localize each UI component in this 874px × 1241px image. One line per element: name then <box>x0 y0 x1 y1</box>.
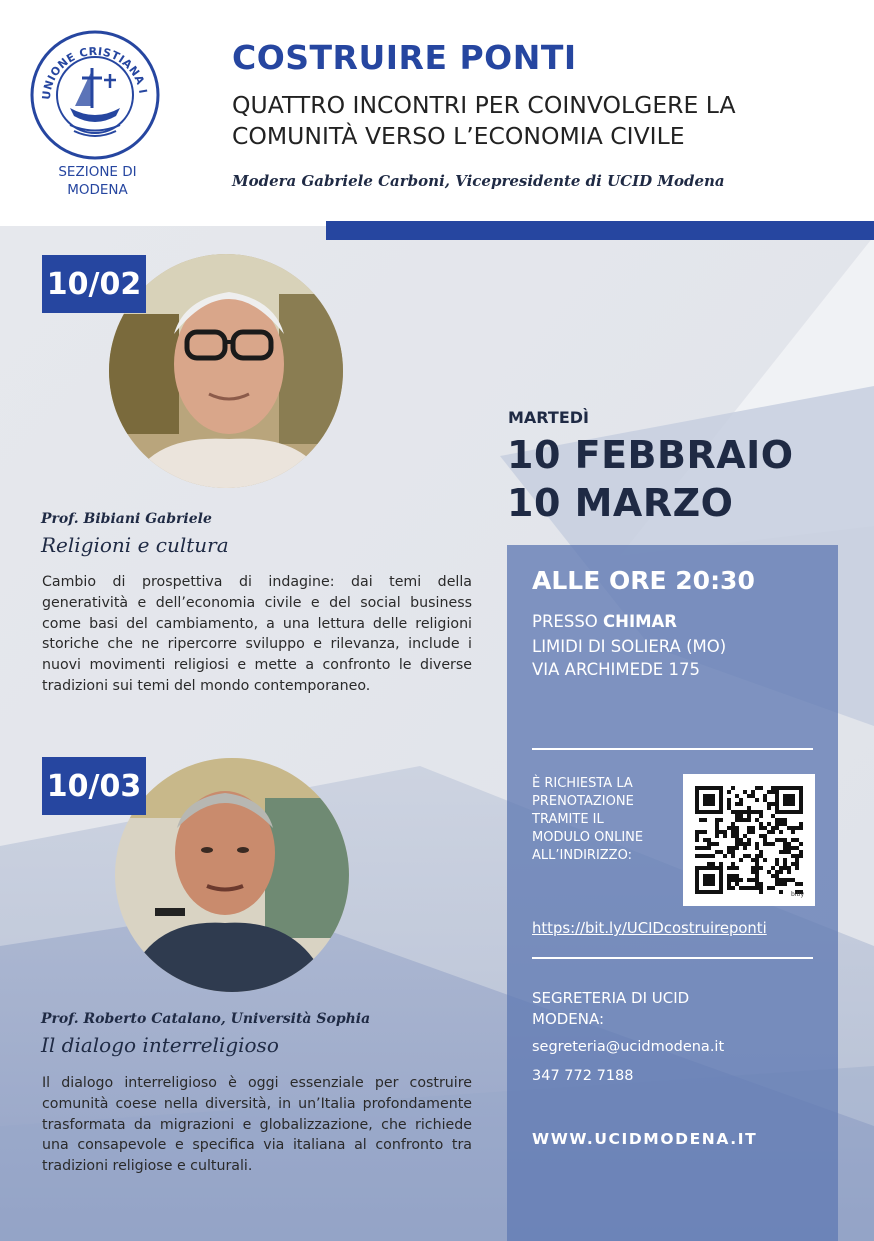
event-description-1: Cambio di prospettiva di indagine: dai temi della generatività e dell’economia civile e del social business come basi del cambiamento, a una lettura delle religioni storiche che ne ripercorre sviluppo e rilevanza, include i nuovi movimenti religiosi e mette a confronto le diverse tradizioni sui temi del mondo contemporaneo. <box>42 574 472 694</box>
event-description-2: Il dialogo interreligioso è oggi essenziale per costruire comunità coese nella diversità, in un’Italia profondamente trasformata da migrazioni e globalizzazione, che richiede una consapevole e specifica via italiana al confronto tra tradizioni religiose e culturali. <box>42 1075 472 1175</box>
speaker-name-1: Prof. Bibiani Gabriele <box>41 511 212 527</box>
topic-title-2: Il dialogo interreligioso <box>41 1033 279 1057</box>
speaker-name-2: Prof. Roberto Catalano, Università Sophia <box>41 1011 371 1027</box>
logo-section-label: SEZIONE DI MODENA <box>58 164 137 198</box>
secretary-phone: 347 772 7188 <box>532 1068 634 1084</box>
page-subtitle: QUATTRO INCONTRI PER COINVOLGERE LA COMUNITÀ VERSO L’ECONOMIA CIVILE <box>232 91 736 150</box>
moderator-line: Modera Gabriele Carboni, Vicepresidente di UCID Modena <box>232 172 725 190</box>
ucid-logo <box>30 30 160 160</box>
event-date-1: 10 FEBBRAIO <box>507 433 794 477</box>
header <box>0 0 874 225</box>
booking-link[interactable]: https://bit.ly/UCIDcostruireponti <box>532 920 767 937</box>
divider-2 <box>532 957 813 959</box>
topic-title-1: Religioni e cultura <box>41 533 229 557</box>
qr-code[interactable] <box>683 774 815 906</box>
booking-notice: È RICHIESTA LA PRENOTAZIONE TRAMITE IL MODULO ONLINE ALL’INDIRIZZO: <box>532 776 644 863</box>
event-time: ALLE ORE 20:30 <box>532 566 755 595</box>
event-date-2: 10 MARZO <box>507 481 734 525</box>
venue-prefix: PRESSO <box>532 612 604 631</box>
date-badge-2: 10/03 <box>42 757 146 815</box>
weekday-label: MARTEDÌ <box>508 408 589 427</box>
speaker-photo-2 <box>115 758 349 992</box>
svg-text:UNIONE CRISTIANA IMPRENDITORI: UNIONE CRISTIANA I <box>39 44 150 101</box>
page-title: COSTRUIRE PONTI <box>232 38 577 77</box>
secretary-email[interactable]: segreteria@ucidmodena.it <box>532 1039 725 1055</box>
venue-name: CHIMAR <box>603 612 677 631</box>
header-accent-bar <box>326 221 874 240</box>
venue-line-2: LIMIDI DI SOLIERA (MO) <box>532 637 727 656</box>
website-link[interactable]: WWW.UCIDMODENA.IT <box>532 1130 758 1148</box>
date-badge-1: 10/02 <box>42 255 146 313</box>
venue-line-3: VIA ARCHIMEDE 175 <box>532 660 700 679</box>
venue-line-1 <box>532 612 677 631</box>
secretary-label: SEGRETERIA DI UCID MODENA: <box>532 989 690 1028</box>
svg-text:bitly: bitly <box>791 891 805 898</box>
divider-1 <box>532 748 813 750</box>
